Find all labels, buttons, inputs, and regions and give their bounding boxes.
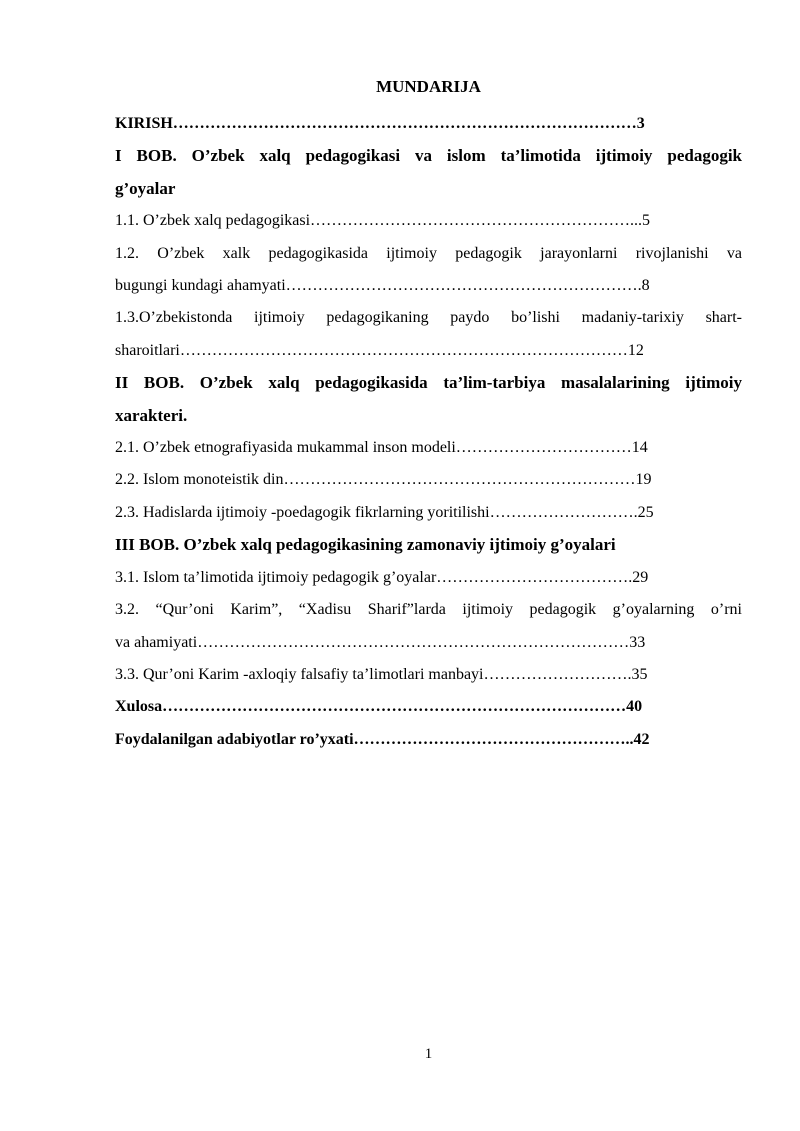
page-number: 1 bbox=[424, 1046, 433, 1062]
toc-entry-3-2-line-1: 3.2. “Qur’oni Karim”, “Xadisu Sharif”larda ijtimoiy pedagogik g’oyalarning o’rni bbox=[115, 601, 742, 619]
toc-entry-2-2: 2.2. Islom monoteistik din…………………………………………………………19 bbox=[115, 471, 652, 489]
toc-entry-2-3: 2.3. Hadislarda ijtimoiy -poedagogik fikrlarning yoritilishi……………………….25 bbox=[115, 503, 654, 521]
table-of-contents bbox=[115, 108, 742, 756]
toc-entry-3-3: 3.3. Qur’oni Karim -axloqiy falsafiy ta’limotlari manbayi……………………….35 bbox=[115, 665, 648, 683]
toc-entry-adabiyotlar: Foydalanilgan adabiyotlar ro’yxati……………………………………………..42 bbox=[115, 730, 650, 748]
toc-chapter-2-line-2: xarakteri. bbox=[115, 405, 188, 425]
toc-entry-xulosa: Xulosa……………………………………………………………………………40 bbox=[115, 698, 643, 716]
toc-entry-kirish: KIRISH……………………………………………………………………………3 bbox=[115, 115, 645, 132]
toc-entry-3-1: 3.1. Islom ta’limotida ijtimoiy pedagogik g’oyalar……………………………….29 bbox=[115, 568, 649, 586]
toc-entry-3-2-line-2: va ahamiyati………………………………………………………………………33 bbox=[115, 633, 646, 651]
toc-entry-1-2-line-2: bugungi kundagi ahamyati………………………………………………………….8 bbox=[115, 277, 650, 295]
toc-chapter-2-line-1: II BOB. O’zbek xalq pedagogikasida ta’lim-tarbiya masalalarining ijtimoiy bbox=[115, 373, 742, 393]
toc-entry-1-3-line-1: 1.3.O’zbekistonda ijtimoiy pedagogikaning paydo bo’lishi madaniy-tarixiy shart- bbox=[115, 309, 742, 327]
toc-chapter-3: III BOB. O’zbek xalq pedagogikasining zamonaviy ijtimoiy g’oyalari bbox=[115, 535, 616, 555]
toc-entry-1-2-line-1: 1.2. O’zbek xalk pedagogikasida ijtimoiy pedagogik jarayonlarni rivojlanishi va bbox=[115, 244, 742, 262]
toc-entry-2-1: 2.1. O’zbek etnografiyasida mukammal inson modeli……………………………14 bbox=[115, 439, 648, 457]
toc-entry-1-3-line-2: sharoitlari…………………………………………………………………………12 bbox=[115, 341, 644, 359]
toc-chapter-1-line-2: g’oyalar bbox=[115, 178, 176, 198]
toc-chapter-1-line-1: I BOB. O’zbek xalq pedagogikasi va islom ta’limotida ijtimoiy pedagogik bbox=[115, 146, 742, 166]
page-title: MUNDARIJA bbox=[376, 77, 481, 96]
toc-entry-1-1: 1.1. O’zbek xalq pedagogikasi……………………………………………………...5 bbox=[115, 212, 651, 230]
